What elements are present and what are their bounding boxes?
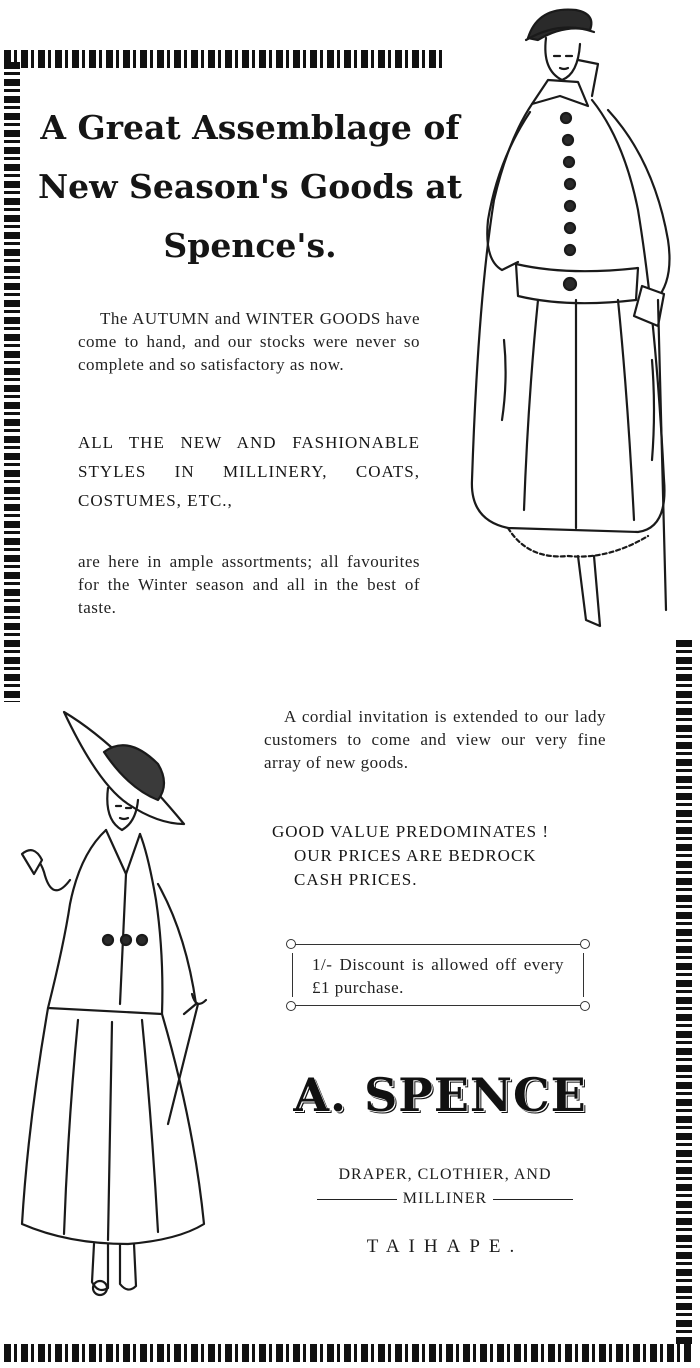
value-notice-line-2: OUR PRICES ARE BEDROCK [294,846,537,865]
value-notice-line-1: GOOD VALUE PREDOMINATES ! [272,822,550,841]
value-notice-line-3: CASH PRICES. [294,870,418,889]
headline-line-3: Spence's. [163,226,337,265]
styles-notice: ALL THE NEW AND FASHIONABLE STYLES IN MILLINERY, COATS, COSTUMES, ETC., [78,433,420,510]
rule-right [493,1199,573,1200]
box-corner-ornament [580,939,590,949]
invitation-paragraph: A cordial invitation is extended to our lady customers to come and view our very fine array of new goods. [264,707,606,772]
headline-line-2: New Season's Goods at [38,167,462,206]
discount-box [292,944,584,1006]
trade-line-1: DRAPER, CLOTHIER, AND [338,1166,552,1183]
intro-paragraph: The AUTUMN and WINTER GOODS have come to hand, and our stocks were never so complete and so satisfactory as now. [78,309,420,374]
woman-in-costume-illustration [8,704,258,1304]
woman-in-coat-illustration [468,0,700,640]
trade-line-2: MILLINER [402,1190,488,1207]
bottom-border-ornament [4,1344,694,1362]
box-corner-ornament [286,1001,296,1011]
right-border-ornament [676,640,692,1350]
headline-line-1: A Great Assemblage of [40,108,460,147]
box-corner-ornament [286,939,296,949]
trade-line-2-row [300,1190,590,1208]
value-notice [272,820,612,892]
top-border-ornament [4,50,444,68]
town-name: TAIHAPE. [366,1236,524,1257]
merchant-name: A. SPENCE [293,1068,587,1122]
rule-left [317,1199,397,1200]
hat-icon [528,10,591,40]
discount-text: 1/- Discount is allowed off every £1 purchase. [312,955,564,997]
box-corner-ornament [580,1001,590,1011]
headline [30,98,470,275]
left-border-ornament [4,62,20,702]
assortment-paragraph: are here in ample assortments; all favourites for the Winter season and all in the best of taste. [78,552,420,617]
